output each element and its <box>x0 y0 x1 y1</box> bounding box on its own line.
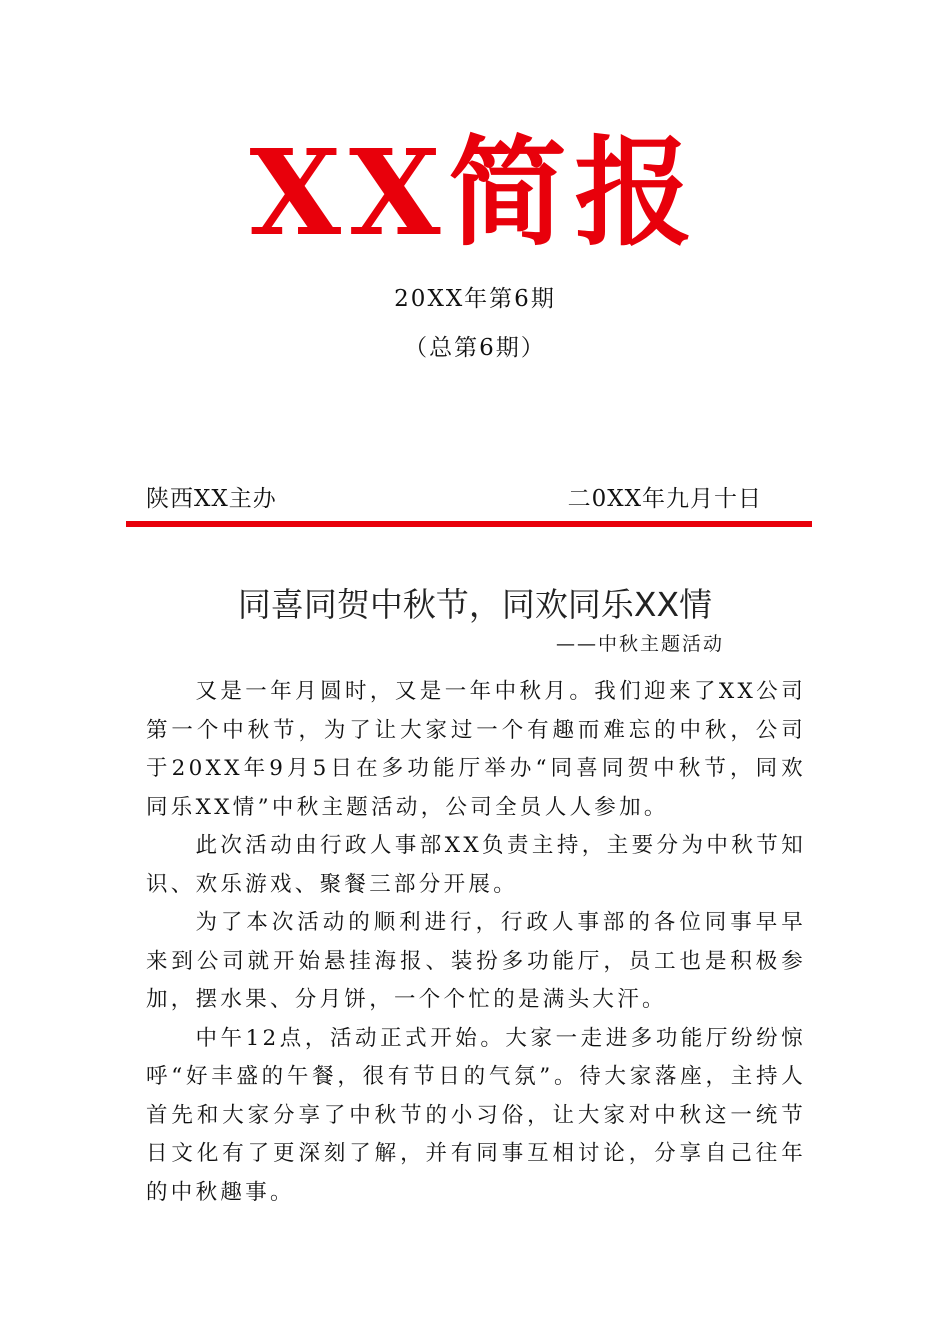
red-divider-line <box>126 521 812 527</box>
issue-number: 20XX年第6期 <box>394 286 556 312</box>
article-body <box>146 673 806 1212</box>
masthead-title: XX简报 <box>249 123 701 262</box>
publish-date: 二0XX年九月十日 <box>567 486 762 512</box>
organizer-label: 陕西XX主办 <box>146 486 277 512</box>
publisher-row <box>146 482 762 516</box>
paragraph: 中午12点，活动正式开始。大家一走进多功能厅纷纷惊呼“好丰盛的午餐，很有节日的气氛”。待大家落座，主持人首先和大家分享了中秋节的小习俗，让大家对中秋这一统节日文化有了更深刻了解，并有同事互相讨论，分享自己往年的中秋趣事。 <box>146 1025 806 1205</box>
article-title: 同喜同贺中秋节，同欢同乐XX情 <box>237 585 713 624</box>
paragraph: 为了本次活动的顺利进行，行政人事部的各位同事早早来到公司就开始悬挂海报、装扮多功能厅，员工也是积极参加，摆水果、分月饼，一个个忙的是满头大汗。 <box>146 910 806 1012</box>
paragraph: 此次活动由行政人事部XX负责主持，主要分为中秋节知识、欢乐游戏、聚餐三部分开展。 <box>146 833 806 897</box>
article-subtitle: ——中秋主题活动 <box>555 633 724 655</box>
issue-total-number: （总第6期） <box>404 335 546 361</box>
paragraph: 又是一年月圆时，又是一年中秋月。我们迎来了XX公司第一个中秋节，为了让大家过一个有趣而难忘的中秋，公司于20XX年9月5日在多功能厅举办“同喜同贺中秋节，同欢同乐XX情”中秋主题活动，公司全员人人参加。 <box>146 679 806 820</box>
